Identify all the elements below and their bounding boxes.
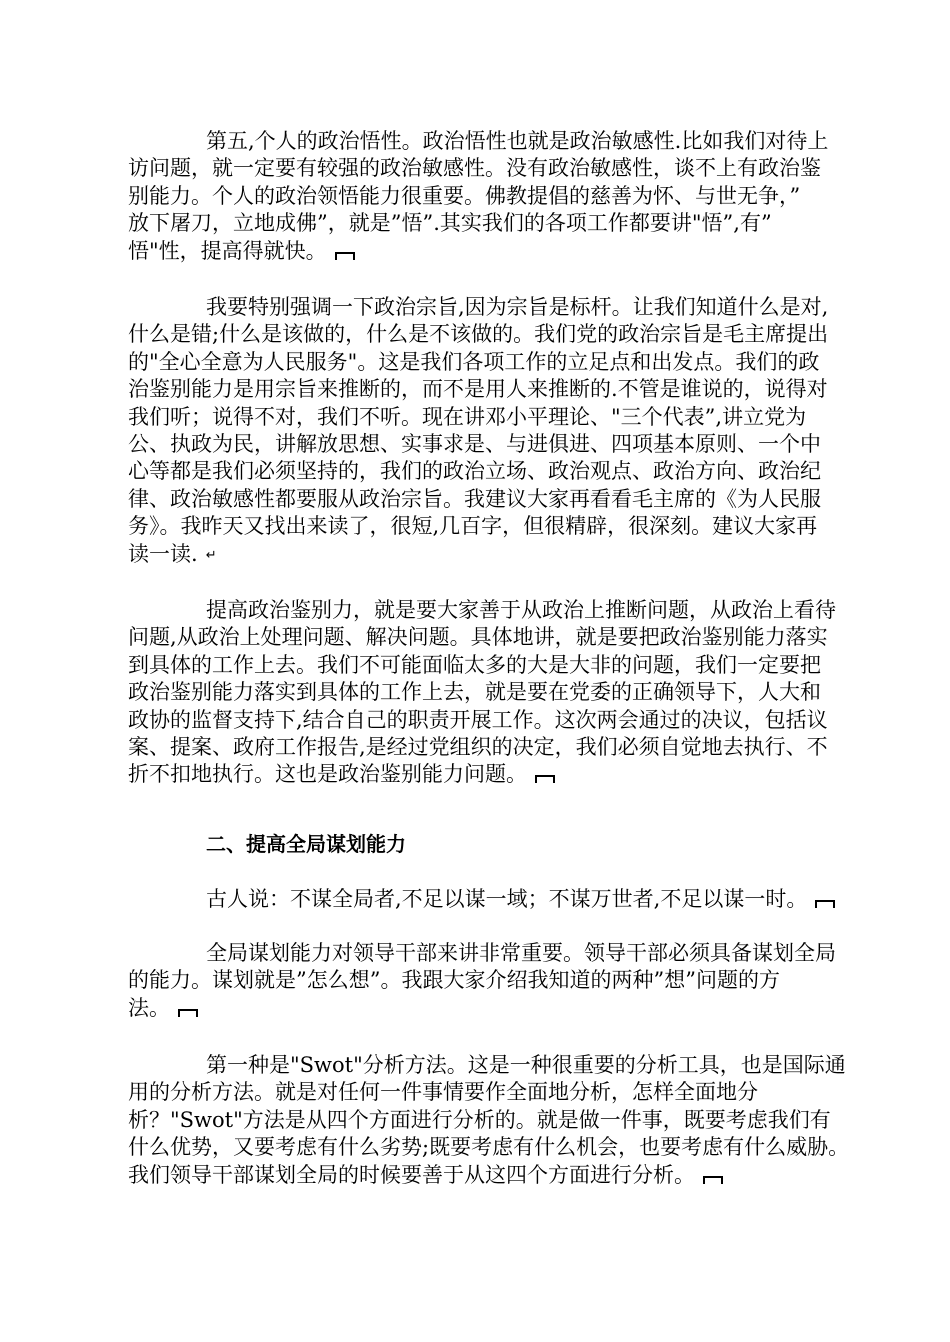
text-line: 治鉴别能力是用宗旨来推断的，而不是用人来推断的.不管是谁说的，说得对: [128, 377, 828, 402]
text-line: 访问题，就一定要有较强的政治敏感性。没有政治敏感性，谈不上有政治鉴: [128, 156, 821, 181]
text-line: 折不扣地执行。这也是政治鉴别能力问题。: [128, 762, 527, 787]
text-line: 问题,从政治上处理问题、解决问题。具体地讲，就是要把政治鉴别能力落实: [128, 625, 828, 650]
text-line: 全局谋划能力对领导干部来讲非常重要。领导干部必须具备谋划全局: [206, 941, 836, 965]
text-line: 公、执政为民，讲解放思想、实事求是、与进俱进、四项基本原则、一个中: [128, 432, 821, 457]
text-line: 政治鉴别能力落实到具体的工作上去，就是要在党委的正确领导下，人大和: [128, 680, 821, 705]
text-line: 读一读.: [128, 541, 198, 566]
paragraph-mark-icon: [535, 775, 555, 783]
text-line: 法。: [128, 995, 170, 1020]
text-line: 心等都是我们必须坚持的，我们的政治立场、政治观点、政治方向、政治纪: [128, 459, 821, 484]
text-line: 务》。我昨天又找出来读了，很短,几百字，但很精辟，很深刻。建议大家再: [128, 514, 818, 539]
text-line-last: [128, 541, 863, 569]
text-line: 悟"性，提高得就快。: [128, 238, 327, 263]
text-line: 我们领导干部谋划全局的时候要善于从这四个方面进行分析。: [128, 1162, 695, 1187]
paragraph-mark-icon: [335, 252, 355, 260]
paragraph-mark-icon: [815, 900, 835, 908]
paragraph-political-discernment: [128, 597, 863, 789]
text-line: 的能力。谋划就是”怎么想”。我跟大家介绍我知道的两种”想”问题的方: [128, 968, 780, 993]
paragraph-overall-planning: [128, 940, 863, 1022]
text-line: 的"全心全意为人民服务"。这是我们各项工作的立足点和出发点。我们的政: [128, 349, 820, 374]
paragraph-mark-icon: [703, 1176, 723, 1184]
heading-text: 二、提高全局谋划能力: [206, 832, 406, 856]
text-line: 什么是错;什么是该做的，什么是不该做的。我们党的政治宗旨是毛主席提出: [128, 322, 829, 347]
text-line: 提高政治鉴别力，就是要大家善于从政治上推断问题，从政治上看待: [206, 598, 836, 622]
text-line: 到具体的工作上去。我们不可能面临太多的大是大非的问题，我们一定要把: [128, 652, 821, 677]
text-line: 第五,个人的政治悟性。政治悟性也就是政治敏感性.比如我们对待上: [206, 129, 829, 153]
text-line-last: [128, 995, 863, 1022]
text-line-last: [128, 1162, 863, 1189]
text-line: 古人说：不谋全局者,不足以谋一域；不谋万世者,不足以谋一时。: [206, 887, 808, 911]
text-line: 放下屠刀，立地成佛”，就是”悟”.其实我们的各项工作都要讲"悟”,有”: [128, 211, 772, 236]
paragraph-personal-political-awareness: [128, 128, 863, 265]
text-line: 用的分析方法。就是对任何一件事情要作全面地分析，怎样全面地分: [128, 1080, 758, 1105]
text-line: 我要特别强调一下政治宗旨,因为宗旨是标杆。让我们知道什么是对,: [206, 295, 829, 319]
text-line: 案、提案、政府工作报告,是经过党组织的决定，我们必须自觉地去执行、不: [128, 735, 828, 760]
text-line: 我们听；说得不对，我们不听。现在讲邓小平理论、"三个代表”,讲立党为: [128, 404, 807, 429]
section-heading: [128, 831, 863, 858]
text-line: 第一种是"Swot"分析方法。这是一种很重要的分析工具，也是国际通: [206, 1053, 846, 1077]
text-line: 什么优势，又要考虑有什么劣势;既要考虑有什么机会，也要考虑有什么威胁。: [128, 1135, 850, 1160]
paragraph-mark-icon: [178, 1009, 198, 1017]
text-line-last: [128, 886, 863, 913]
text-line: 政协的监督支持下,结合自己的职责开展工作。这次两会通过的决议，包括议: [128, 707, 828, 732]
paragraph-ancient-saying: [128, 886, 863, 913]
paragraph-political-purpose: [128, 294, 863, 569]
text-line: 析？"Swot"方法是从四个方面进行分析的。就是做一件事，既要考虑我们有: [128, 1107, 831, 1132]
paragraph-swot-method: [128, 1052, 863, 1189]
paragraph-mark-arrow-icon: ↵: [205, 547, 217, 563]
text-line: 别能力。个人的政治领悟能力很重要。佛教提倡的慈善为怀、与世无争，”: [128, 183, 801, 208]
text-line-last: [128, 761, 863, 788]
text-line: 律、政治敏感性都要服从政治宗旨。我建议大家再看看毛主席的《为人民服: [128, 486, 821, 511]
text-line-last: [128, 238, 863, 265]
